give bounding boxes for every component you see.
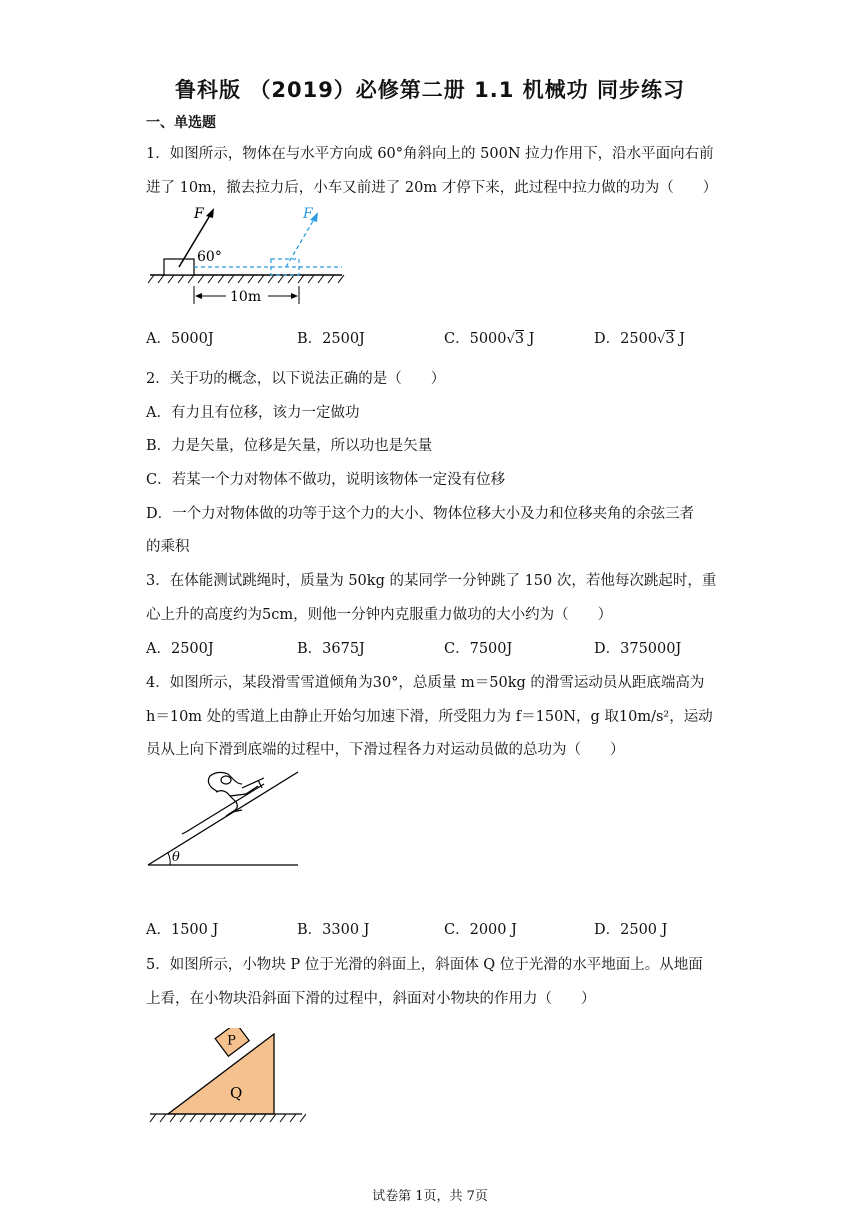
section-heading: 一、单选题 (146, 115, 216, 131)
q3-option-a[interactable]: A．2500J (146, 641, 214, 657)
q4-option-b[interactable]: B．3300 J (297, 922, 370, 938)
q1-option-c[interactable]: C．5000√3 J (444, 331, 535, 347)
q1-figure (146, 200, 346, 308)
q2-option-b[interactable]: B．力是矢量，位移是矢量，所以功也是矢量 (146, 438, 433, 454)
q4-stem-line3: 员从上向下滑到底端的过程中，下滑过程各力对运动员做的总功为（ ） (146, 742, 625, 758)
page-title: 鲁科版 （2019）必修第二册 1.1 机械功 同步练习 (175, 78, 685, 102)
q1-stem-line1: 1．如图所示，物体在与水平方向成 60°角斜向上的 500N 拉力作用下，沿水平面向右前 (146, 146, 714, 162)
q2-stem: 2．关于功的概念，以下说法正确的是（ ） (146, 371, 446, 387)
q4-stem-line1: 4．如图所示，某段滑雪雪道倾角为30°，总质量 m＝50kg 的滑雪运动员从距底端高为 (146, 675, 705, 691)
q2-option-c[interactable]: C．若某一个力对物体不做功，说明该物体一定没有位移 (146, 472, 506, 488)
q4-figure (146, 768, 306, 870)
q3-stem-line1: 3．在体能测试跳绳时，质量为 50kg 的某同学一分钟跳了 150 次，若他每次跳起时，重 (146, 573, 717, 589)
q4-option-d[interactable]: D．2500 J (594, 922, 668, 938)
q1-angle-label: 60° (197, 249, 222, 265)
q1-stem-line2: 进了 10m，撤去拉力后，小车又前进了 20m 才停下来，此过程中拉力做的功为（ ） (146, 180, 718, 196)
q3-option-c[interactable]: C．7500J (444, 641, 513, 657)
q1-force-label-dashed: F (303, 206, 313, 222)
q1-option-a[interactable]: A．5000J (146, 331, 214, 347)
q3-stem-line2: 心上升的高度约为5cm，则他一分钟内克服重力做功的大小约为（ ） (146, 607, 613, 623)
q5-stem-line1: 5．如图所示，小物块 P 位于光滑的斜面上，斜面体 Q 位于光滑的水平地面上。从地面 (146, 957, 703, 973)
q1-option-d[interactable]: D．2500√3 J (594, 331, 685, 347)
q2-option-d-line1[interactable]: D．一个力对物体做的功等于这个力的大小、物体位移大小及力和位移夹角的余弦三者 (146, 506, 695, 522)
page-footer: 试卷第 1页，共 7页 (372, 1189, 488, 1204)
svg-text:P: P (227, 1033, 236, 1049)
q2-option-a[interactable]: A．有力且有位移，该力一定做功 (146, 405, 360, 421)
skier-icon (182, 772, 264, 834)
q3-option-b[interactable]: B．3675J (297, 641, 365, 657)
q4-option-c[interactable]: C．2000 J (444, 922, 517, 938)
q4-angle-label: θ (172, 850, 180, 865)
q4-stem-line2: h＝10m 处的雪道上由静止开始匀加速下滑，所受阻力为 f＝150N，g 取10m/s²，运动 (146, 709, 713, 725)
q4-option-a[interactable]: A．1500 J (146, 922, 219, 938)
q1-option-b[interactable]: B．2500J (297, 331, 365, 347)
q5-block (215, 1028, 249, 1056)
q3-option-d[interactable]: D．375000J (594, 641, 682, 657)
q2-option-d-line2: 的乘积 (146, 539, 190, 555)
q5-figure (146, 1028, 306, 1128)
q5-stem-line2: 上看，在小物块沿斜面下滑的过程中，斜面对小物块的作用力（ ） (146, 991, 596, 1007)
q5-wedge-label: Q (230, 1084, 243, 1102)
q1-distance-label: 10m (230, 289, 262, 305)
q1-force-label: F (194, 206, 204, 222)
